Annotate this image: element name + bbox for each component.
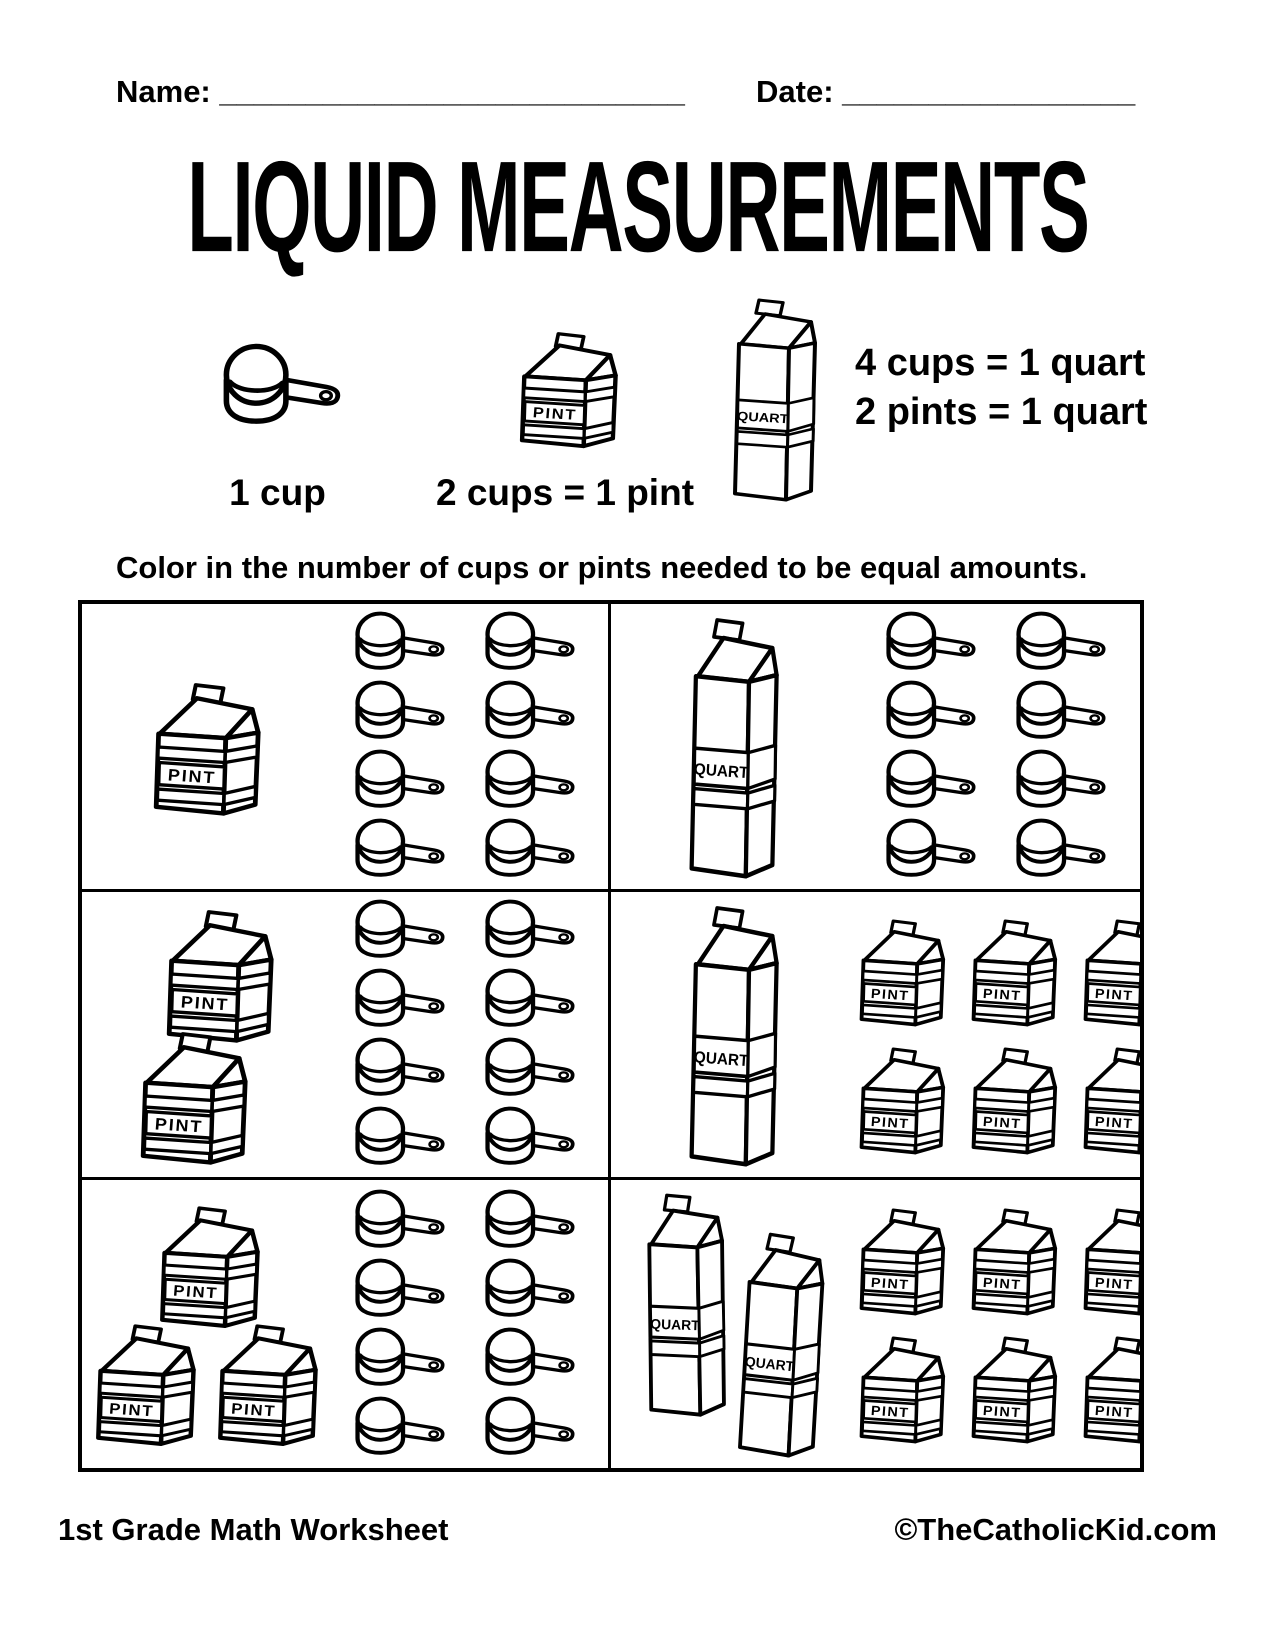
legend-pint-item xyxy=(405,286,725,514)
cell-reference-zone xyxy=(86,610,319,883)
svg-text:PINT: PINT xyxy=(982,1402,1023,1421)
svg-text:PINT: PINT xyxy=(179,991,230,1014)
pint-carton-icon[interactable] xyxy=(851,1202,947,1318)
svg-text:PINT: PINT xyxy=(982,1112,1023,1131)
svg-text:PINT: PINT xyxy=(230,1400,277,1421)
measurement-legend xyxy=(150,286,1275,514)
equation-cups-quart: 4 cups = 1 quart xyxy=(855,341,1146,384)
measuring-cup-icon xyxy=(210,343,346,431)
svg-text:PINT: PINT xyxy=(870,1402,911,1421)
measuring-cup-icon[interactable] xyxy=(345,1258,449,1322)
svg-text:PINT: PINT xyxy=(166,764,217,787)
pint-carton-icon[interactable] xyxy=(851,1330,947,1446)
quart-carton-icon xyxy=(725,293,821,505)
footer xyxy=(0,1512,1275,1548)
svg-text:PINT: PINT xyxy=(1094,1274,1135,1293)
pint-carton-icon xyxy=(150,1199,262,1331)
pint-carton-icon xyxy=(208,1317,320,1449)
name-blank-line[interactable]: ___________________________ xyxy=(219,74,685,109)
svg-text:PINT: PINT xyxy=(153,1113,204,1136)
name-label: Name: xyxy=(116,74,211,109)
cell-reference-zone xyxy=(615,898,849,1171)
measuring-cup-icon[interactable] xyxy=(475,1396,579,1460)
cell-answer-zone xyxy=(849,610,1136,883)
measuring-cup-icon[interactable] xyxy=(475,1327,579,1391)
svg-text:PINT: PINT xyxy=(870,1274,911,1293)
grid-cell xyxy=(611,1180,1140,1468)
measuring-cup-icon[interactable] xyxy=(1006,611,1110,675)
measuring-cup-icon[interactable] xyxy=(1006,680,1110,744)
svg-text:PINT: PINT xyxy=(1094,1112,1135,1131)
quart-carton-icon xyxy=(634,1185,734,1422)
measuring-cup-icon[interactable] xyxy=(345,1106,449,1170)
svg-text:QUART: QUART xyxy=(693,760,750,782)
legend-quart-iconbox xyxy=(725,293,821,510)
legend-cup-item xyxy=(150,286,405,514)
cell-answer-zone xyxy=(849,898,1140,1171)
measuring-cup-icon[interactable] xyxy=(345,899,449,963)
measuring-cup-icon[interactable] xyxy=(475,1189,579,1253)
svg-text:QUART: QUART xyxy=(650,1315,701,1334)
pint-carton-icon xyxy=(510,325,620,451)
instruction-text: Color in the number of cups or pints needed to be equal amounts. xyxy=(116,550,1088,585)
pint-stack xyxy=(130,902,276,1168)
title-block xyxy=(0,134,1275,280)
svg-text:PINT: PINT xyxy=(1094,984,1135,1003)
legend-cup-caption: 1 cup xyxy=(229,472,326,513)
svg-text:PINT: PINT xyxy=(982,1274,1023,1293)
cell-reference-zone xyxy=(615,1186,849,1462)
quart-carton-icon xyxy=(681,611,783,883)
measuring-cup-icon[interactable] xyxy=(1006,818,1110,882)
measuring-cup-icon[interactable] xyxy=(475,1106,579,1170)
pint-stack xyxy=(86,1199,320,1449)
grid-cell xyxy=(82,604,611,892)
measuring-cup-icon[interactable] xyxy=(345,1327,449,1391)
measuring-cup-icon[interactable] xyxy=(475,818,579,882)
svg-text:QUART: QUART xyxy=(736,408,790,426)
measuring-cup-icon[interactable] xyxy=(345,1037,449,1101)
measuring-cup-icon[interactable] xyxy=(1006,749,1110,813)
cell-answer-zone xyxy=(320,1186,604,1462)
pint-carton-icon[interactable] xyxy=(1075,1330,1140,1446)
measuring-cup-icon[interactable] xyxy=(345,680,449,744)
legend-cup-iconbox xyxy=(210,343,346,436)
svg-text:PINT: PINT xyxy=(532,405,578,424)
page-title: LIQUID MEASUREMENTS xyxy=(186,135,1089,280)
pint-carton-icon xyxy=(143,675,263,819)
cell-answer-zone xyxy=(849,1186,1140,1462)
svg-text:PINT: PINT xyxy=(108,1400,155,1421)
cell-answer-zone xyxy=(319,898,604,1171)
worksheet-grid xyxy=(78,600,1144,1472)
name-field xyxy=(116,74,752,110)
pint-carton-icon[interactable] xyxy=(851,1041,947,1157)
grid-cell xyxy=(611,892,1140,1180)
legend-pint-caption: 2 cups = 1 pint xyxy=(435,472,695,513)
equation-pints-quart: 2 pints = 1 quart xyxy=(855,391,1148,433)
date-field xyxy=(756,74,1135,110)
measuring-cup-icon[interactable] xyxy=(345,818,449,882)
svg-text:QUART: QUART xyxy=(744,1353,796,1375)
quart-carton-icon xyxy=(681,899,783,1171)
pint-carton-icon[interactable] xyxy=(851,913,947,1029)
svg-text:PINT: PINT xyxy=(1094,1402,1135,1421)
pint-carton-icon xyxy=(130,1024,250,1168)
grid-cell xyxy=(82,1180,611,1468)
legend-quart-item xyxy=(725,286,1147,514)
measuring-cup-icon[interactable] xyxy=(475,749,579,813)
header xyxy=(0,0,1275,110)
measuring-cup-icon[interactable] xyxy=(345,749,449,813)
svg-text:PINT: PINT xyxy=(982,984,1023,1003)
measuring-cup-icon[interactable] xyxy=(475,680,579,744)
measuring-cup-icon[interactable] xyxy=(475,1037,579,1101)
cell-answer-zone xyxy=(319,610,604,883)
date-label: Date: xyxy=(756,74,834,109)
svg-text:QUART: QUART xyxy=(693,1048,750,1070)
date-blank-line[interactable]: _________________ xyxy=(842,74,1136,109)
pint-carton-icon[interactable] xyxy=(963,1330,1059,1446)
measuring-cup-icon[interactable] xyxy=(876,749,980,813)
measuring-cup-icon[interactable] xyxy=(345,968,449,1032)
pint-carton-icon[interactable] xyxy=(1075,1202,1140,1318)
cell-reference-zone xyxy=(615,610,849,883)
cup-colorable-grid xyxy=(875,611,1111,882)
pint-carton-icon[interactable] xyxy=(1075,1041,1140,1157)
cup-colorable-grid xyxy=(344,1189,580,1460)
measuring-cup-icon[interactable] xyxy=(475,968,579,1032)
cup-colorable-grid xyxy=(344,611,580,882)
legend-equations xyxy=(855,339,1147,464)
measuring-cup-icon[interactable] xyxy=(475,899,579,963)
cup-colorable-grid xyxy=(344,899,580,1170)
measuring-cup-icon[interactable] xyxy=(475,611,579,675)
grid-cell xyxy=(611,604,1140,892)
pint-carton-icon xyxy=(86,1317,198,1449)
svg-text:PINT: PINT xyxy=(870,984,911,1003)
cell-reference-zone xyxy=(86,1186,320,1462)
pint-colorable-grid xyxy=(849,1202,1140,1446)
cell-reference-zone xyxy=(86,898,319,1171)
measuring-cup-icon[interactable] xyxy=(475,1258,579,1322)
measuring-cup-icon[interactable] xyxy=(345,1189,449,1253)
measuring-cup-icon[interactable] xyxy=(345,611,449,675)
pint-carton-icon[interactable] xyxy=(963,913,1059,1029)
measuring-cup-icon[interactable] xyxy=(345,1396,449,1460)
svg-text:PINT: PINT xyxy=(870,1112,911,1131)
footer-grade-text: 1st Grade Math Worksheet xyxy=(58,1512,449,1547)
quart-carton-icon xyxy=(730,1225,830,1462)
measuring-cup-icon[interactable] xyxy=(876,611,980,675)
measuring-cup-icon[interactable] xyxy=(876,680,980,744)
pint-carton-icon[interactable] xyxy=(963,1202,1059,1318)
footer-credit-text: ©TheCatholicKid.com xyxy=(894,1512,1217,1547)
svg-text:PINT: PINT xyxy=(172,1282,219,1303)
measuring-cup-icon[interactable] xyxy=(876,818,980,882)
grid-cell xyxy=(82,892,611,1180)
pint-carton-icon[interactable] xyxy=(963,1041,1059,1157)
legend-pint-iconbox xyxy=(510,325,620,456)
quart-pair xyxy=(638,1187,826,1461)
pint-colorable-grid xyxy=(849,913,1140,1157)
pint-carton-icon[interactable] xyxy=(1075,913,1140,1029)
